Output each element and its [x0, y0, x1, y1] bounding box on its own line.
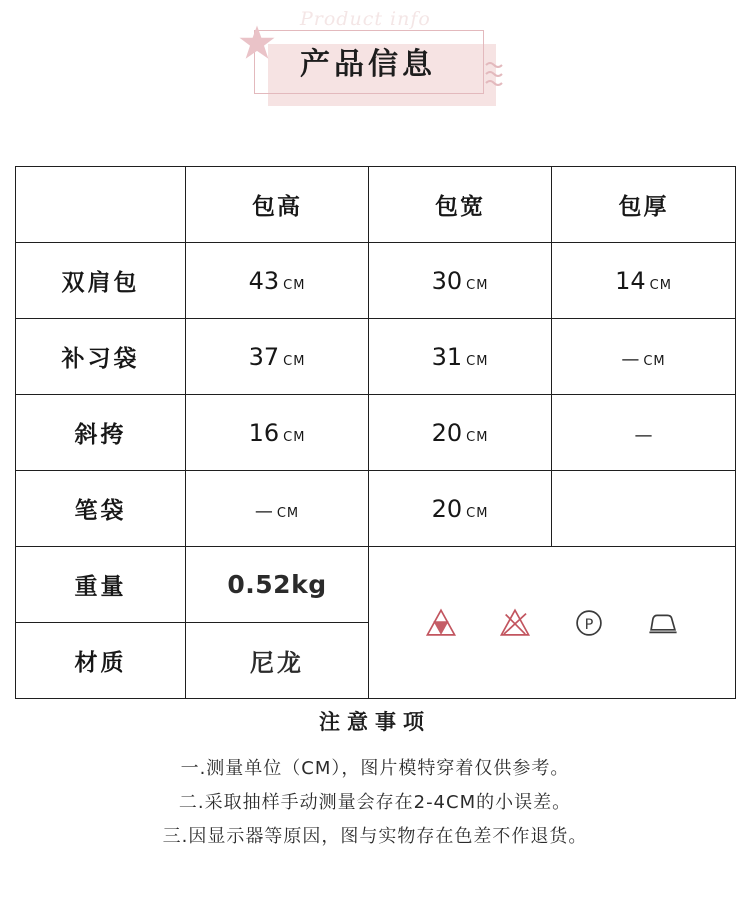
page-title: 产品信息 — [300, 47, 436, 82]
header-ghost-text: Product info — [300, 8, 431, 30]
cell-pencil-height — [186, 471, 369, 547]
cell-weight-value: 0.52kg — [186, 547, 369, 623]
cell-backpack-width — [369, 243, 552, 319]
no-bleach-icon — [424, 606, 458, 640]
value: 16 — [248, 418, 280, 447]
value: — — [254, 500, 273, 522]
cell-backpack-depth — [552, 243, 736, 319]
value: — — [634, 424, 653, 446]
value: — — [621, 348, 640, 370]
unit: CM — [649, 277, 672, 293]
cell-crossbody-height — [186, 395, 369, 471]
value: 43 — [248, 266, 280, 295]
table-header-row — [16, 167, 736, 243]
unit: CM — [283, 277, 306, 293]
cell-pencil-depth — [552, 471, 736, 547]
cell-tutoring-depth — [552, 319, 736, 395]
row-label-weight: 重量 — [16, 547, 186, 623]
spec-table — [15, 166, 736, 699]
table-row — [16, 243, 736, 319]
page-header — [0, 0, 750, 140]
iron-low-icon — [646, 606, 680, 640]
row-label-pencil-case: 笔袋 — [16, 471, 186, 547]
notes-title: 注意事项 — [319, 710, 431, 734]
table-row-weight — [16, 547, 736, 623]
value: 20 — [431, 494, 463, 523]
table-row — [16, 319, 736, 395]
svg-text:P: P — [584, 616, 594, 633]
table-header-corner — [16, 167, 186, 243]
unit: CM — [283, 353, 306, 369]
cell-crossbody-depth — [552, 395, 736, 471]
value: 30 — [431, 266, 463, 295]
note-line-2: 二.采取抽样手动测量会存在2-4CM的小误差。 — [178, 792, 572, 813]
dry-clean-p-icon — [572, 606, 606, 640]
care-symbols-cell — [369, 547, 736, 699]
cell-tutoring-height — [186, 319, 369, 395]
unit: CM — [643, 353, 666, 369]
row-label-tutoring-bag: 补习袋 — [16, 319, 186, 395]
note-line-3: 三.因显示器等原因，图与实物存在色差不作退货。 — [162, 826, 588, 847]
notes-section — [0, 706, 750, 854]
cell-pencil-width — [369, 471, 552, 547]
row-label-backpack: 双肩包 — [16, 243, 186, 319]
unit: CM — [466, 353, 489, 369]
row-label-material: 材质 — [16, 623, 186, 699]
wave-lines-icon — [484, 60, 514, 94]
unit: CM — [466, 429, 489, 445]
table-header-depth: 包厚 — [552, 167, 736, 243]
table-row — [16, 395, 736, 471]
table-header-height: 包高 — [186, 167, 369, 243]
row-label-crossbody: 斜挎 — [16, 395, 186, 471]
value: 31 — [431, 342, 463, 371]
star-icon — [236, 22, 278, 64]
value: 37 — [248, 342, 280, 371]
cell-backpack-height — [186, 243, 369, 319]
unit: CM — [276, 505, 300, 521]
unit: CM — [466, 505, 489, 521]
cell-material-value: 尼龙 — [186, 623, 369, 699]
note-line-1: 一.测量单位（CM），图片模特穿着仅供参考。 — [180, 758, 570, 779]
value: 20 — [431, 418, 463, 447]
table-header-width: 包宽 — [369, 167, 552, 243]
unit: CM — [466, 277, 489, 293]
no-tumble-dry-icon — [498, 606, 532, 640]
spec-table-wrapper — [15, 166, 735, 699]
cell-tutoring-width — [369, 319, 552, 395]
value: 14 — [615, 266, 646, 295]
unit: CM — [283, 429, 306, 445]
table-row — [16, 471, 736, 547]
cell-crossbody-width — [369, 395, 552, 471]
